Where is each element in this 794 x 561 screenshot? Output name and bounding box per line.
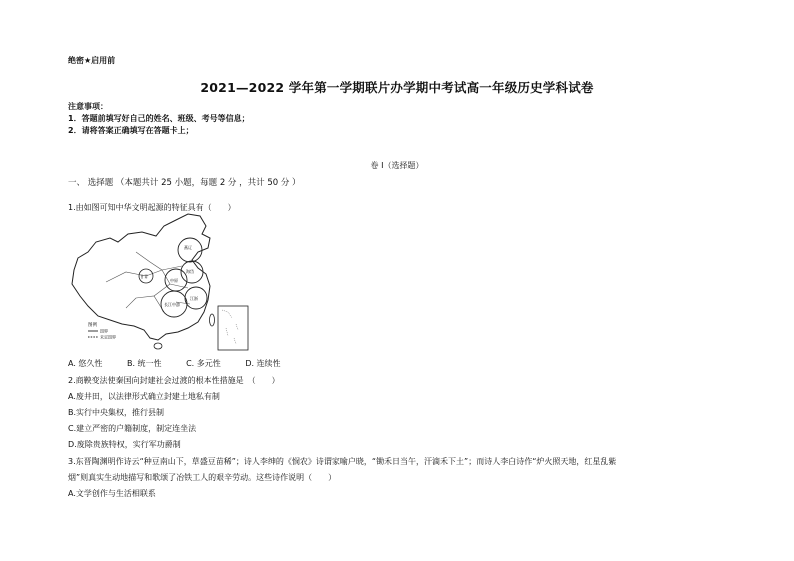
section-heading: 一、 选择题 （本题共计 25 小题，每题 2 分 ，共计 50 分 ） xyxy=(68,178,301,188)
option-a[interactable]: A. 悠久性 xyxy=(68,359,103,368)
note-item: 2．请将答案正确填写在答题卡上； xyxy=(68,126,194,135)
question-1-stem: 1.由如图可知中华文明起源的特征具有（ ） xyxy=(68,203,236,212)
option-b[interactable]: B. 统一性 xyxy=(126,359,162,368)
option-d[interactable]: D. 连续性 xyxy=(245,359,281,368)
question-3-stem-line: 3.东晋陶渊明作诗云“种豆南山下，草盛豆苗稀”；诗人李绅的《悯农》诗谓家喻户晓，“锄禾日当午，汗滴禾下土”；而诗人李白诗作“炉火照天地，红星乱紫 xyxy=(68,457,617,466)
volume-heading: 卷 I（选择题） xyxy=(370,161,424,170)
culture-label: 燕辽 xyxy=(184,245,192,250)
legend-item: 国界 xyxy=(100,328,108,334)
legend-item: 未定国界 xyxy=(100,334,116,340)
south-china-sea-inset xyxy=(218,306,248,350)
note-item: 1．答题前填写好自己的姓名、班级、考号等信息； xyxy=(68,114,250,123)
option-d[interactable]: D.废除贵族特权，实行军功爵制 xyxy=(68,440,181,449)
hainan-island xyxy=(154,343,162,349)
option-b[interactable]: B.实行中央集权，推行县制 xyxy=(68,408,165,417)
question-3-stem-line: 烟”则真实生动地描写和歌颂了冶铁工人的艰辛劳动。这些诗作说明（ ） xyxy=(68,473,337,482)
option-a[interactable]: A.文学创作与生活相联系 xyxy=(68,489,156,498)
notes-heading: 注意事项： xyxy=(68,102,108,111)
culture-label: 中原 xyxy=(170,278,178,283)
option-c[interactable]: C. 多元性 xyxy=(186,359,221,368)
page-title: 2021—2022 学年第一学期联片办学期中考试高一年级历史学科试卷 xyxy=(200,80,594,95)
question-2-stem: 2.商鞅变法使秦国向封建社会过渡的根本性措施是 （ ） xyxy=(68,376,280,385)
option-c[interactable]: C.建立严密的户籍制度，制定连坐法 xyxy=(68,424,197,433)
legend-title: 图例 xyxy=(88,323,97,328)
culture-label: 长江中游 xyxy=(164,302,180,307)
secret-mark: 绝密★启用前 xyxy=(68,56,116,65)
taiwan-island xyxy=(210,314,215,326)
culture-label: 海岱 xyxy=(186,269,194,274)
question-1-options xyxy=(68,358,303,369)
culture-label: 甘青 xyxy=(140,274,148,279)
china-culture-map xyxy=(66,212,276,356)
culture-label: 江浙 xyxy=(190,296,198,301)
option-a[interactable]: A.废井田，以法律形式确立封建土地私有制 xyxy=(68,392,220,401)
